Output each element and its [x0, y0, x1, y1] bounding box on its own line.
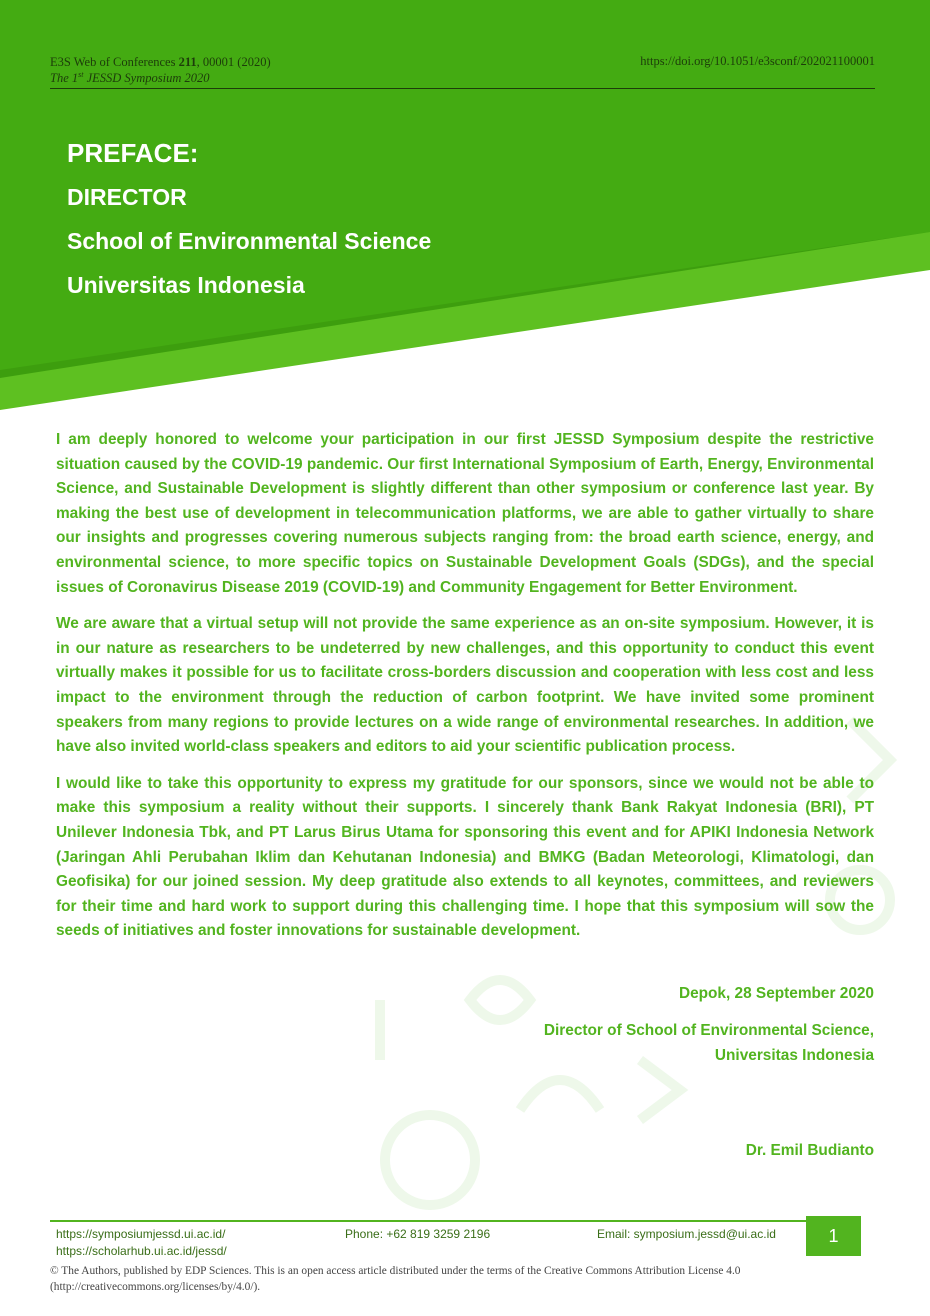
journal-issue: , 00001 (2020)	[196, 55, 271, 69]
footer-email[interactable]: Email: symposium.jessd@ui.ac.id	[597, 1227, 776, 1241]
leaf-watermark-icon	[470, 980, 530, 1020]
recycle-watermark-icon	[520, 1080, 600, 1110]
position-line-2: Universitas Indonesia	[714, 1046, 874, 1064]
journal-volume: 211	[178, 55, 197, 69]
body-paragraph-1: I am deeply honored to welcome your participation in our first JESSD Symposium despite the restrictive situation caused by the COVID-19 pandemic. Our first International Symposium of Earth, Energy, Environmental Science, and Sustainable Development is slightly different than other symposium or conference last year. By making the best use of development in telecommunication platforms, we are able to gather virtually to share our insights and progresses covering numerous subjects ranging from: the broad earth science, energy, and environmental science, to more specific topics on Sustainable Development Goals (SDGs), and the special issues of Coronavirus Disease 2019 (COVID-19) and Community Engagement for Better Environment.	[56, 431, 874, 596]
symposium-name: JESSD Symposium 2020	[83, 71, 210, 85]
preface-body	[56, 428, 874, 956]
license-line-2[interactable]: (http://creativecommons.org/licenses/by/4.0/).	[50, 1281, 261, 1293]
symposium-prefix: The 1	[50, 71, 79, 85]
recycle-arrow-watermark-icon	[640, 1060, 680, 1120]
license-notice	[50, 1263, 880, 1295]
preface-title-block	[67, 138, 431, 314]
journal-name: E3S Web of Conferences	[50, 55, 179, 69]
doi-link[interactable]: https://doi.org/10.1051/e3sconf/202021100001	[640, 54, 875, 68]
footer-phone: Phone: +62 819 3259 2196	[345, 1227, 491, 1241]
place-date: Depok, 28 September 2020	[678, 985, 874, 1002]
header-divider	[50, 88, 875, 89]
signatory-name: Dr. Emil Budianto	[745, 1142, 874, 1159]
university-heading: Universitas Indonesia	[67, 272, 305, 298]
page-number: 1	[806, 1216, 861, 1256]
car-wheel-watermark-icon	[385, 1115, 475, 1205]
signatory-position	[544, 1019, 874, 1068]
journal-line	[50, 54, 271, 70]
school-heading: School of Environmental Science	[67, 228, 432, 254]
footer-url-symposium[interactable]: https://symposiumjessd.ui.ac.id/	[56, 1227, 226, 1241]
body-paragraph-2: We are aware that a virtual setup will not provide the same experience as an on-site symposium. However, it is in our nature as researchers to be undeterred by new challenges, and this opportunity to conduct this event virtually makes it possible for us to facilitate cross-borders discussion and cooperation with less cost and less impact to the environment through the reduction of carbon footprint. We have invited some prominent speakers from many regions to provide lectures on a wide range of environmental researches. In addition, we have also invited world-class speakers and editors to aid your scientific publication process.	[56, 615, 874, 756]
director-heading: DIRECTOR	[67, 184, 187, 210]
license-line-1: © The Authors, published by EDP Sciences. This is an open access article distributed under the terms of the Creative Commons Attribution License 4.0	[50, 1265, 741, 1277]
footer-links	[56, 1226, 227, 1260]
body-paragraph-3: I would like to take this opportunity to express my gratitude for our sponsors, since we would not be able to make this symposium a reality without their supports. I sincerely thank Bank Rakyat Indonesia (BRI), PT Unilever Indonesia Tbk, and PT Larus Birus Utama for sponsoring this event and for APIKI Indonesia Network (Jaringan Ahli Perubahan Iklim dan Kehutanan Indonesia) and BMKG (Badan Meteorologi, Klimatologi, dan Geofisika) for our joined session. My deep gratitude also extends to all keynotes, committees, and reviewers for their time and hard work to support during this challenging time. I hope that this symposium will sow the seeds of initiatives and foster innovations for sustainable development.	[56, 774, 874, 940]
position-line-1: Director of School of Environmental Science,	[543, 1022, 874, 1039]
preface-heading: PREFACE:	[67, 138, 199, 168]
symposium-ordinal: st	[78, 69, 84, 79]
footer-divider	[50, 1220, 860, 1222]
symposium-line	[50, 70, 271, 86]
journal-citation	[50, 54, 271, 86]
footer-url-scholarhub[interactable]: https://scholarhub.ui.ac.id/jessd/	[56, 1244, 227, 1258]
